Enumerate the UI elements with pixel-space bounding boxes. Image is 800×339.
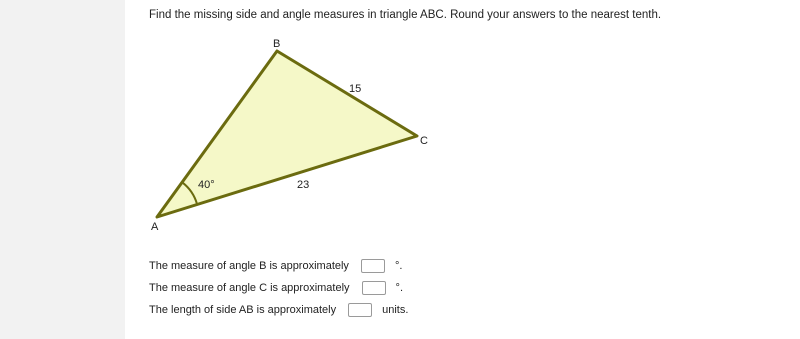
angle-c-unit: °.: [395, 282, 404, 294]
question-row-side-ab: [149, 302, 408, 318]
angle-b-unit: °.: [394, 260, 403, 272]
vertex-label-c: C: [420, 135, 428, 147]
angle-c-answer-input[interactable]: [362, 281, 386, 295]
question-angle-b-text: The measure of angle B is approximately: [149, 260, 349, 272]
side-ab-answer-input[interactable]: [348, 303, 372, 317]
question-row-angle-b: [149, 258, 402, 274]
triangle-abc: [157, 51, 417, 217]
question-angle-c-text: The measure of angle C is approximately: [149, 282, 350, 294]
side-ac-length-label: 23: [297, 179, 310, 191]
vertex-label-a: A: [151, 221, 159, 233]
question-side-ab-text: The length of side AB is approximately: [149, 304, 337, 316]
vertex-label-b: B: [273, 38, 281, 50]
side-bc-length-label: 15: [349, 83, 362, 95]
side-ab-unit: units.: [382, 304, 409, 316]
triangle-figure: [125, 0, 800, 250]
question-row-angle-c: [149, 280, 403, 296]
angle-b-answer-input[interactable]: [361, 259, 385, 273]
question-prompt: Find the missing side and angle measures in triangle ABC. Round your answers to the nearest tenth.: [149, 9, 662, 21]
angle-a-measure-label: 40°: [198, 179, 215, 191]
left-gutter: [0, 0, 125, 339]
question-panel: [125, 0, 800, 339]
